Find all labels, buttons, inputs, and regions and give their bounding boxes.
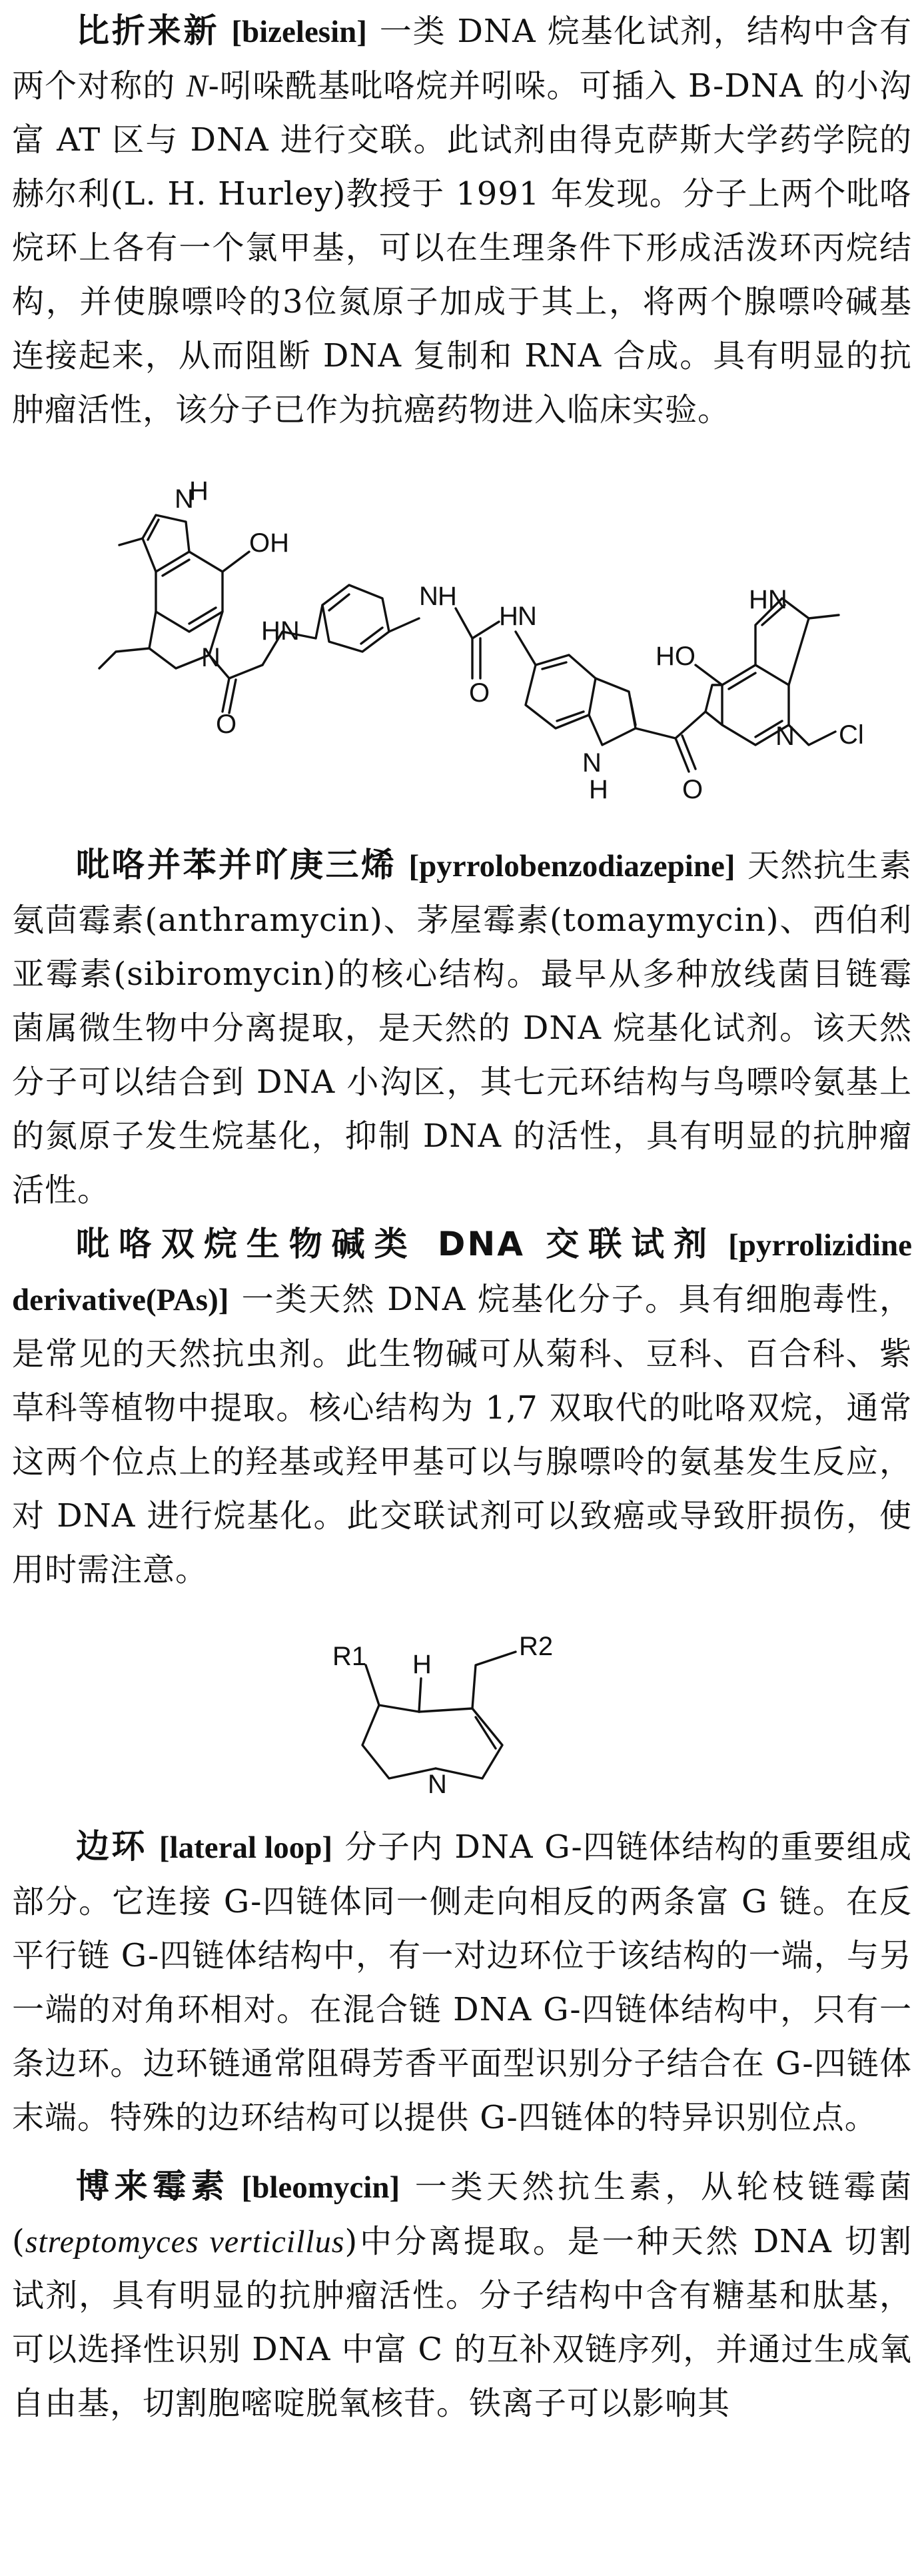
label-O: O <box>468 678 490 708</box>
entry-text: 分子内 DNA G-四链体结构的重要组成部分。它连接 G-四链体同一侧走向相反的两条富 G 链。在反平行链 G-四链体结构中，有一对边环位于该结构的一端，与另一端的对角环相对。在混合链 DNA G-四链体结构中，只有一条边环。边环链通常阻碍芳香平面型识别分子结合在 G-四链体末端。特殊的边环结构可以提供 G-四链体的特异识别位点。 <box>12 1828 912 2136</box>
entry-text-cont: )中分离提取。是一种天然 DNA 切割试剂，具有明显的抗肿瘤活性。分子结构中含有糖基和肽基，可以选择性识别 DNA 中富 C 的互补双链序列，并通过生成氧自由基，切割胞嘧啶脱氧核苷。铁离子可以影响其 <box>12 2223 912 2422</box>
entry-english: [pyrrolobenzodiazepine] <box>408 849 735 884</box>
entry-english: [bizelesin] <box>231 15 367 49</box>
entry-bleomycin <box>12 2160 912 2431</box>
entry-text: 一类 DNA 烷基化试剂，结构中含有两个对称的 <box>12 13 913 105</box>
label-N: N <box>582 748 602 778</box>
structure-pyrrolizidine <box>332 1632 553 1799</box>
label-O: O <box>215 710 236 739</box>
label-H: H <box>437 582 457 611</box>
structure-right-unit <box>656 585 864 751</box>
structure-indole-1 <box>261 585 419 665</box>
label-H: H <box>588 775 608 804</box>
label-OH: OH <box>248 528 289 558</box>
label-HO: HO <box>655 642 695 671</box>
entry-text: 一类天然抗生素，从轮枝链霉菌( <box>12 2168 912 2260</box>
entry-term: 比折来新 <box>76 11 220 50</box>
label-Cl: Cl <box>838 720 864 750</box>
label-HN: HN <box>260 616 300 646</box>
entry-term: 吡咯双烷生物碱类 DNA 交联试剂 <box>76 1225 717 1263</box>
structure-indole-2 <box>526 655 705 804</box>
label-HN: HN <box>748 585 787 614</box>
structure-urea <box>419 582 537 708</box>
label-H: H <box>412 1650 432 1679</box>
entry-english: [bleomycin] <box>241 2170 400 2205</box>
label-N: N <box>201 643 221 672</box>
entry-lateral-loop <box>12 1820 912 2145</box>
pyrrolizidine-structure <box>302 1612 622 1812</box>
entry-bizelesin <box>12 4 912 437</box>
label-R2: R2 <box>518 1632 553 1661</box>
label-N: N <box>427 1770 447 1799</box>
entry-italic: N <box>186 69 209 104</box>
entry-text: 天然抗生素氨茴霉素(anthramycin)、茅屋霉素(tomaymycin)、西伯利亚霉素(sibiromycin)的核心结构。最早从多种放线菌目链霉菌属微生物中分离提取，是天然的 DNA 烷基化试剂。该天然分子可以结合到 DNA 小沟区，其七元环结构与鸟嘌呤氨基上的氮原子发生烷基化，抑制 DNA 的活性，具有明显的抗肿瘤活性。 <box>12 847 912 1209</box>
entry-english: [pyrrolizidine derivative(PAs)] <box>12 1228 912 1317</box>
label-H: H <box>189 476 209 506</box>
entry-term: 边环 <box>76 1827 147 1866</box>
entry-term: 博来霉素 <box>76 2167 230 2206</box>
entry-text-cont: -吲哚酰基吡咯烷并吲哚。可插入 B-DNA 的小沟富 AT 区与 DNA 进行交联。此试剂由得克萨斯大学药学院的赫尔利(L. H. Hurley)教授于 1991 年发现。分子上两个吡咯烷环上各有一个氯甲基，可以在生理条件下形成活泼环丙烷结构，并使腺嘌呤的3位氮原子加成于其上，将两个腺嘌呤碱基连接起来，从而阻断 DNA 复制和 RNA 合成。具有明显的抗肿瘤活性，该分子已作为抗癌药物进入临床实验。 <box>12 67 912 428</box>
label-N: N <box>174 484 194 514</box>
entry-term: 吡咯并苯并吖庚三烯 <box>76 846 397 884</box>
bizelesin-structure <box>56 465 869 812</box>
structure-left-unit <box>99 476 289 739</box>
entry-english: [lateral loop] <box>159 1830 333 1865</box>
label-NH: H <box>498 602 518 631</box>
label-N: N <box>418 582 438 611</box>
entry-pyrrolizidine <box>12 1217 912 1597</box>
entry-pyrrolobenzodiazepine <box>12 838 912 1217</box>
label-R1: R1 <box>332 1642 366 1671</box>
label-O: O <box>682 775 703 804</box>
label-N: N <box>775 722 795 751</box>
entry-text: 一类天然 DNA 烷基化分子。具有细胞毒性，是常见的天然抗虫剂。此生物碱可从菊科、豆科、百合科、紫草科等植物中提取。核心结构为 1,7 双取代的吡咯双烷，通常这两个位点上的羟基或羟甲基可以与腺嘌呤的氨基发生反应，对 DNA 进行烷基化。此交联试剂可以致癌或导致肝损伤，使用时需注意。 <box>12 1281 912 1589</box>
label-H: N <box>517 602 537 631</box>
entry-italic: streptomyces verticillus <box>25 2224 345 2259</box>
